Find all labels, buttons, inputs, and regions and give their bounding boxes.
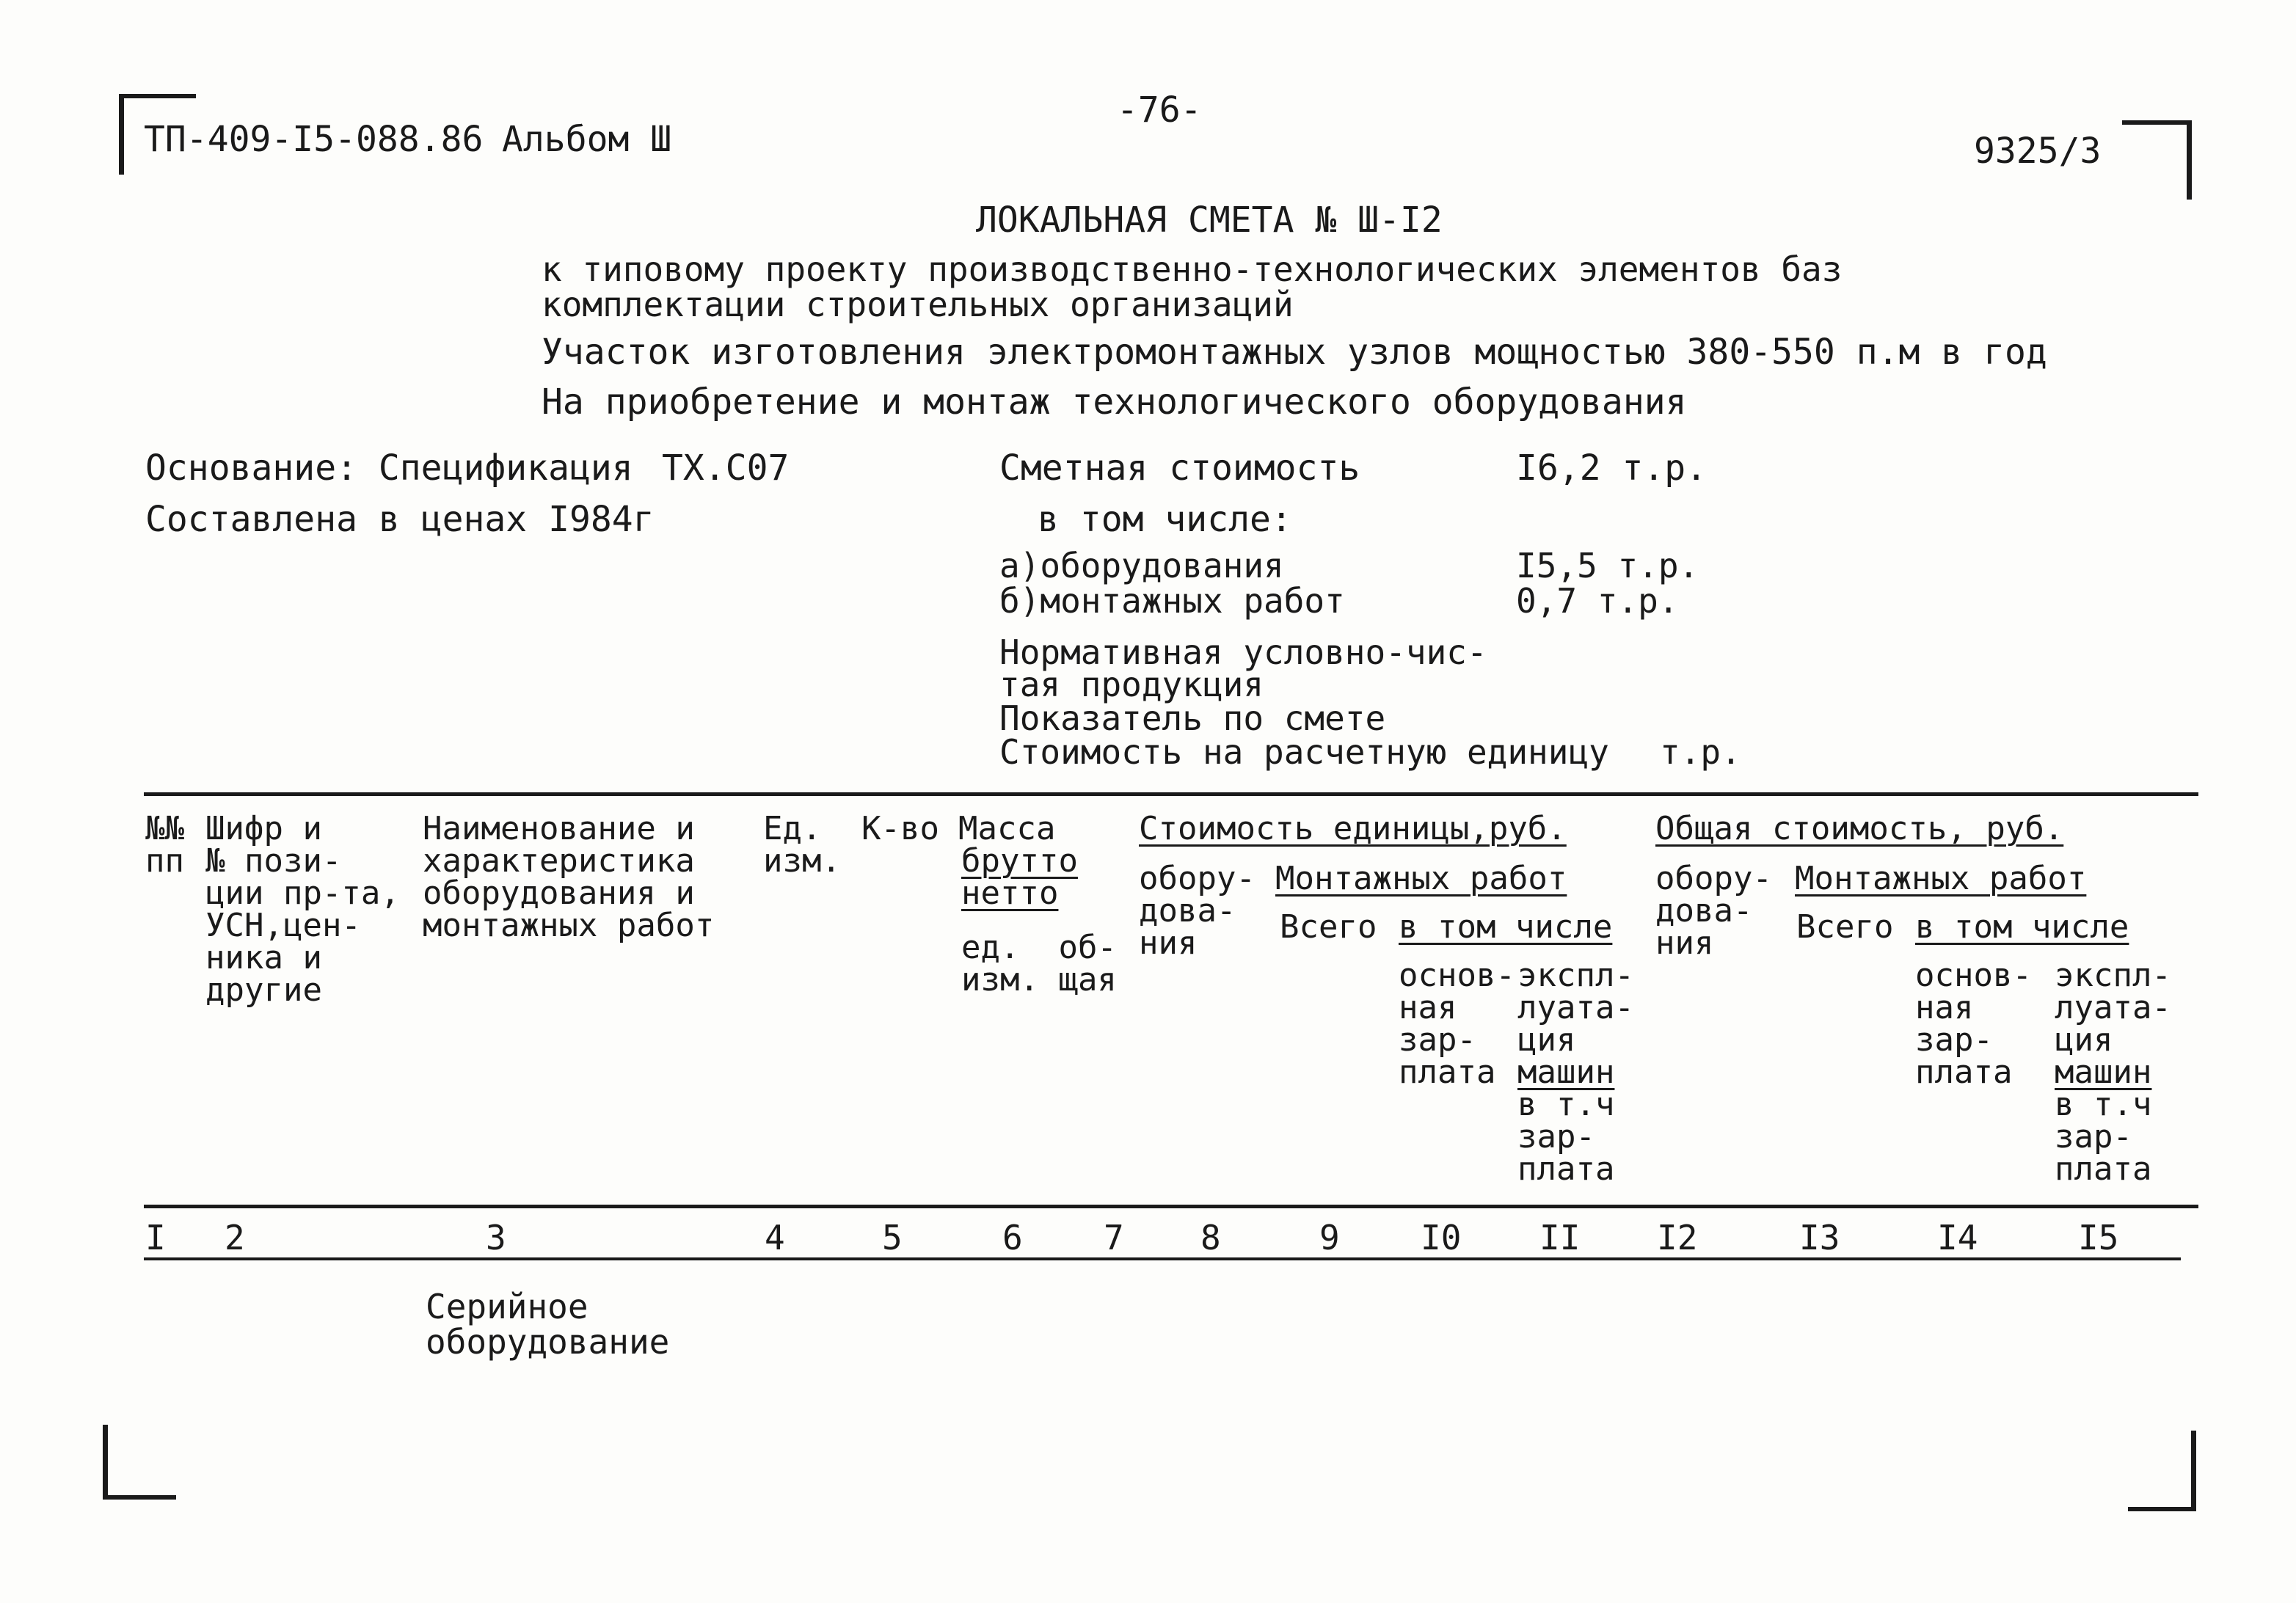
total-cost-machine-col-top: экспл- луата- ция [2055, 957, 2171, 1059]
column-number: I3 [1799, 1218, 1840, 1257]
purpose-title: На приобретение и монтаж технологического оборудования [542, 381, 1687, 423]
row-name-line-2: оборудование [426, 1322, 670, 1362]
subtitle-line-2: комплектации строительных организаций [542, 285, 1294, 324]
total-cost-base-salary-col: основ- ная зар- плата [1915, 957, 2032, 1091]
indicator-label: Показатель по смете [999, 698, 1386, 738]
col-header-unit: Ед. изм. [763, 810, 841, 880]
total-cost-machine-col-word: машин [2055, 1054, 2152, 1091]
total-cost-including-group: в том числе [1915, 908, 2129, 946]
corner-mark-top-left [119, 94, 124, 175]
column-number: 4 [765, 1218, 785, 1257]
installation-value: 0,7 т.р. [1516, 581, 1679, 621]
doc-code: ТП-409-I5-088.86 [144, 119, 484, 160]
corner-mark-top-right [2122, 120, 2191, 125]
album-label: Альбом Ш [502, 119, 672, 160]
column-number: I5 [2078, 1218, 2119, 1257]
equipment-label: а)оборудования [999, 546, 1284, 585]
unit-cost-equipment-col: обору- дова- ния [1139, 860, 1255, 962]
table-top-rule [144, 792, 2198, 796]
total-cost-total-col: Всего [1796, 908, 1894, 946]
corner-mark-bottom-right [2191, 1431, 2196, 1511]
prices-label: Составлена в ценах I984г [145, 499, 655, 540]
unit-cost-including-group: в том числе [1399, 908, 1613, 946]
unit-cost-installation-group: Монтажных работ [1275, 860, 1567, 897]
column-number: 7 [1104, 1218, 1124, 1257]
column-number: I2 [1657, 1218, 1698, 1257]
estimated-cost-label: Сметная стоимость [999, 448, 1360, 489]
col-header-mass-gross: брутто [961, 842, 1078, 880]
corner-mark-bottom-left [103, 1495, 176, 1500]
column-number: II [1539, 1218, 1581, 1257]
column-number: 8 [1200, 1218, 1221, 1257]
installation-label: б)монтажных работ [999, 581, 1345, 621]
estimate-title: ЛОКАЛЬНАЯ СМЕТА № Ш-I2 [976, 200, 1443, 241]
corner-mark-bottom-left [103, 1425, 108, 1500]
total-cost-machine-col-bottom: в т.ч зар- плата [2055, 1086, 2152, 1188]
column-number: I [145, 1218, 166, 1257]
row-name-line-1: Серийное [426, 1287, 588, 1326]
table-header-rule [144, 1205, 2198, 1208]
sheet-code: 9325/3 [1974, 131, 2102, 172]
column-number: 9 [1319, 1218, 1340, 1257]
corner-mark-top-left [119, 94, 196, 98]
unit-cost-label: Стоимость на расчетную единицу [999, 732, 1609, 772]
column-number: 6 [1002, 1218, 1023, 1257]
corner-mark-top-right [2187, 120, 2192, 200]
subtitle-line-1: к типовому проекту производственно-технологических элементов баз [542, 249, 1843, 289]
basis-value: ТХ.С07 [662, 448, 790, 489]
col-header-mass-net: нетто [961, 874, 1059, 912]
estimated-cost-value: I6,2 т.р. [1516, 448, 1708, 489]
total-cost-group-header: Общая стоимость, руб. [1655, 810, 2064, 847]
unit-cost-group-header: Стоимость единицы,руб. [1139, 810, 1567, 847]
corner-mark-bottom-right [2128, 1507, 2196, 1511]
basis-label: Основание: Спецификация [145, 448, 633, 489]
unit-cost-base-salary-col: основ- ная зар- плата [1399, 957, 1515, 1091]
unit-cost-machine-col-top: экспл- луата- ция [1517, 957, 1634, 1059]
column-number: I0 [1421, 1218, 1462, 1257]
unit-cost-machine-col-bottom: в т.ч зар- плата [1517, 1086, 1615, 1188]
column-number: 5 [882, 1218, 903, 1257]
total-cost-equipment-col: обору- дова- ния [1655, 860, 1772, 962]
total-cost-installation-group: Монтажных работ [1795, 860, 2087, 897]
including-label: в том числе: [1038, 499, 1292, 540]
col-header-name: Наименование и характеристика оборудования и монтажных работ [423, 810, 715, 944]
unit-cost-unit: т.р. [1660, 732, 1741, 772]
unit-cost-total-col: Всего [1280, 908, 1377, 946]
column-numbers-rule [144, 1257, 2181, 1260]
col-header-quantity: К-во [861, 810, 939, 847]
normative-line-2: тая продукция [999, 665, 1264, 704]
unit-cost-machine-col-word: машин [1517, 1054, 1615, 1091]
col-header-row-number: №№ пп [145, 810, 184, 880]
col-header-code: Шифр и № пози- ции пр-та, УСН,цен- ника и другие [205, 810, 400, 1009]
column-number: 2 [225, 1218, 245, 1257]
col-header-mass: Масса [958, 810, 1056, 847]
column-number: 3 [486, 1218, 506, 1257]
normative-line-1: Нормативная условно-чис- [999, 632, 1487, 672]
col-header-mass-units: ед. об- изм. щая [961, 929, 1117, 998]
column-number: I4 [1937, 1218, 1978, 1257]
page-number: -76- [1117, 90, 1202, 131]
equipment-value: I5,5 т.р. [1516, 546, 1699, 585]
section-title: Участок изготовления электромонтажных узлов мощностью 380-550 п.м в год [542, 332, 2047, 373]
